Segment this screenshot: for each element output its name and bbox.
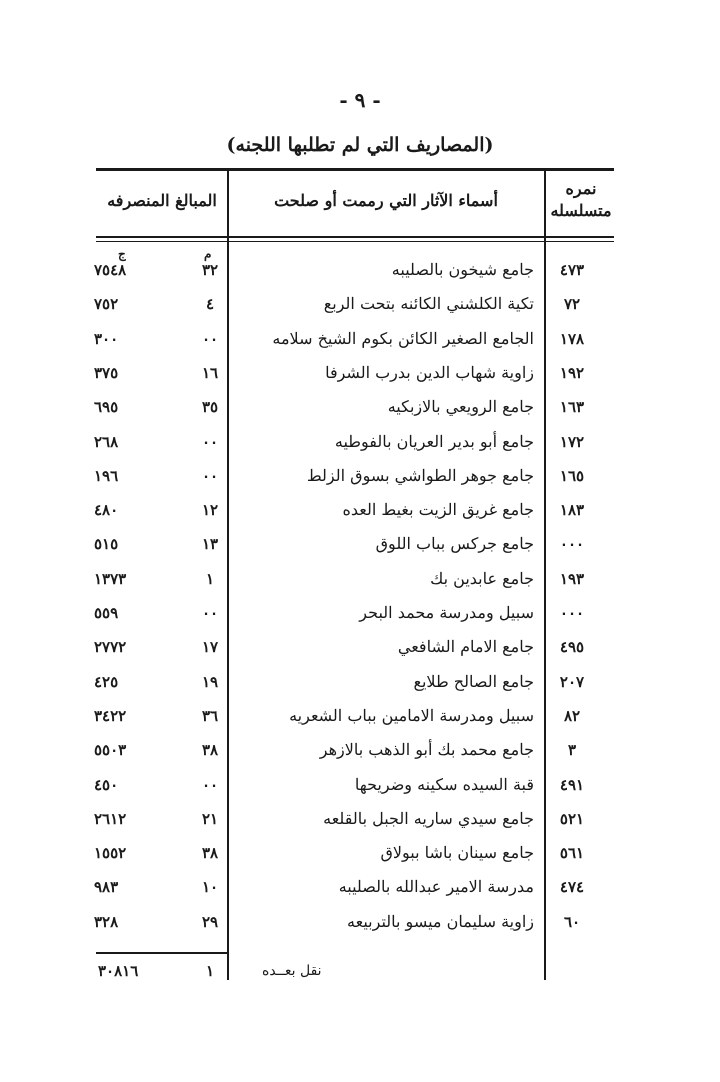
- monument-name: جامع الامام الشافعي: [397, 637, 534, 657]
- amount-minor: ٠٠: [201, 432, 219, 451]
- carried-sub: ١: [205, 962, 215, 980]
- table-row: [0, 596, 720, 630]
- serial-number: ٦٠: [563, 912, 581, 931]
- serial-number: ٥٢١: [559, 809, 585, 828]
- amount-minor: ١: [205, 569, 215, 588]
- amount-major: ٧٥٢: [94, 295, 119, 314]
- amount-minor: ٣٦: [201, 706, 219, 725]
- monument-name: جامع عابدين بك: [430, 568, 534, 588]
- amount-major: ١٥٥٢: [94, 844, 127, 863]
- amount-minor: ٢١: [201, 809, 219, 828]
- serial-number: ١٧٨: [559, 329, 585, 348]
- table-row: [0, 493, 720, 527]
- serial-number: ٠٠٠: [559, 604, 585, 622]
- monument-name: جامع الرويعي بالازبكيه: [387, 397, 534, 417]
- monument-name: جامع الصالح طلايع: [413, 671, 534, 691]
- amount-minor: ٠٠: [201, 604, 219, 622]
- serial-number: ٢٠٧: [559, 672, 585, 691]
- serial-number: ٤٧٣: [559, 261, 585, 279]
- amount-major: ٢٧٧٢: [94, 638, 127, 657]
- monument-name: جامع شيخون بالصليبه: [391, 260, 534, 279]
- amount-major: ٧٥٤٨: [94, 261, 127, 279]
- table-row: [0, 836, 720, 870]
- serial-number: ١٨٣: [559, 501, 585, 520]
- amount-minor: ٠٠: [201, 329, 219, 348]
- amount-minor: ٣٢: [201, 261, 219, 279]
- serial-number: ٠٠٠: [559, 535, 585, 554]
- amount-major: ٣٤٢٢: [94, 706, 127, 725]
- serial-number: ٥٦١: [559, 844, 585, 863]
- amount-major: ٤٨٠: [94, 501, 119, 520]
- amount-minor: ١٠: [201, 878, 219, 897]
- amount-major: ٥٥٩: [94, 604, 119, 622]
- table-row: [0, 562, 720, 596]
- amount-minor: ٤: [205, 295, 215, 314]
- monument-name: جامع غريق الزيت بغيط العده: [342, 500, 534, 520]
- table-row: [0, 699, 720, 733]
- amount-minor: ١٢: [201, 501, 219, 520]
- monument-name: جامع سينان باشا ببولاق: [380, 843, 534, 863]
- amount-minor: ١٧: [201, 638, 219, 657]
- monument-name: مدرسة الامير عبدالله بالصليبه: [338, 877, 534, 897]
- monument-name: جامع سيدي ساريه الجبل بالقلعه: [323, 808, 534, 828]
- serial-number: ١٩٣: [559, 569, 585, 588]
- amount-major: ٣٧٥: [94, 363, 119, 382]
- table-row: [0, 425, 720, 459]
- serial-number: ١٩٢: [559, 363, 585, 382]
- currency-minor: م: [204, 247, 212, 261]
- amount-minor: ١٩: [201, 672, 219, 691]
- table-row: [0, 905, 720, 939]
- amount-major: ٦٩٥: [94, 398, 119, 417]
- monument-name: سبيل ومدرسة الامامين بباب الشعريه: [289, 705, 534, 725]
- amount-major: ١٩٦: [94, 466, 119, 485]
- table-row: [0, 768, 720, 802]
- amount-major: ٤٥٠: [94, 775, 119, 794]
- monument-name: زاوية شهاب الدين بدرب الشرفا: [325, 362, 534, 382]
- table-row: [0, 733, 720, 767]
- serial-number: ١٦٥: [559, 466, 585, 485]
- amount-minor: ٠٠: [201, 466, 219, 485]
- amount-major: ١٣٧٣: [94, 569, 127, 588]
- serial-number: ٨٢: [563, 706, 581, 725]
- monument-name: جامع أبو بدير العريان بالفوطيه: [334, 431, 534, 451]
- table-row: [0, 390, 720, 424]
- serial-number: ١٦٣: [559, 398, 585, 417]
- table-row: [0, 527, 720, 561]
- amount-major: ٢٦٨: [94, 432, 119, 451]
- table-row: [0, 356, 720, 390]
- page-title: (المصاريف التي لم تطلبها اللجنه): [226, 134, 494, 156]
- amount-minor: ١٦: [201, 363, 219, 382]
- monument-name: جامع جوهر الطواشي بسوق الزلط: [306, 465, 534, 485]
- table-row: [0, 253, 720, 287]
- page-number: - ٩ -: [339, 88, 381, 112]
- header-serial: نمره متسلسله: [550, 179, 612, 220]
- currency-major: ج: [118, 247, 126, 261]
- carried-amount: ٣٠٨١٦: [98, 962, 139, 980]
- table-row: [0, 802, 720, 836]
- serial-number: ٤٩٥: [559, 638, 585, 657]
- monument-name: سبيل ومدرسة محمد البحر: [359, 603, 534, 622]
- amount-major: ٥٥٠٣: [94, 741, 127, 760]
- monument-name: قبة السيده سكينه وضريحها: [354, 774, 534, 794]
- header-bottom-rule: [96, 236, 614, 238]
- monument-name: الجامع الصغير الكائن بكوم الشيخ سلامه: [272, 328, 534, 348]
- header-bottom-rule-2: [96, 241, 614, 242]
- amount-major: ٢٦١٢: [94, 809, 127, 828]
- amount-minor: ٣٨: [201, 844, 219, 863]
- serial-number: ٧٢: [563, 295, 581, 314]
- monument-name: زاوية سليمان ميسو بالتربيعه: [347, 911, 534, 931]
- serial-number: ٤٩١: [559, 775, 585, 794]
- monument-name: جامع جركس بباب اللوق: [375, 534, 534, 554]
- amount-major: ٤٢٥: [94, 672, 119, 691]
- amount-major: ٣٠٠: [94, 329, 119, 348]
- table-top-rule: [96, 168, 614, 171]
- amount-minor: ٣٨: [201, 741, 219, 760]
- header-names: أسماء الآثار التي رممت أو صلحت: [274, 191, 498, 210]
- serial-number: ١٧٢: [559, 432, 585, 451]
- header-amounts: المبالغ المنصرفه: [107, 191, 217, 210]
- amount-minor: ٣٥: [201, 398, 219, 417]
- amount-minor: ٠٠: [201, 775, 219, 794]
- serial-number: ٤٧٤: [559, 878, 585, 897]
- monument-name: تكية الكلشني الكائنه بتحت الربع: [323, 294, 534, 314]
- amount-major: ٣٢٨: [94, 912, 119, 931]
- table-row: [0, 870, 720, 904]
- table-row: [0, 287, 720, 321]
- serial-number: ٣: [567, 741, 577, 760]
- table-row: [0, 630, 720, 664]
- carried-label: نقل بعــده: [262, 963, 322, 979]
- amount-minor: ٢٩: [201, 912, 219, 931]
- table-row: [0, 459, 720, 493]
- amount-major: ٥١٥: [94, 535, 119, 554]
- amount-minor: ١٣: [201, 535, 219, 554]
- amount-major: ٩٨٣: [94, 878, 119, 897]
- total-rule: [96, 952, 228, 954]
- table-row: [0, 665, 720, 699]
- monument-name: جامع محمد بك أبو الذهب بالازهر: [319, 740, 534, 760]
- table-row: [0, 322, 720, 356]
